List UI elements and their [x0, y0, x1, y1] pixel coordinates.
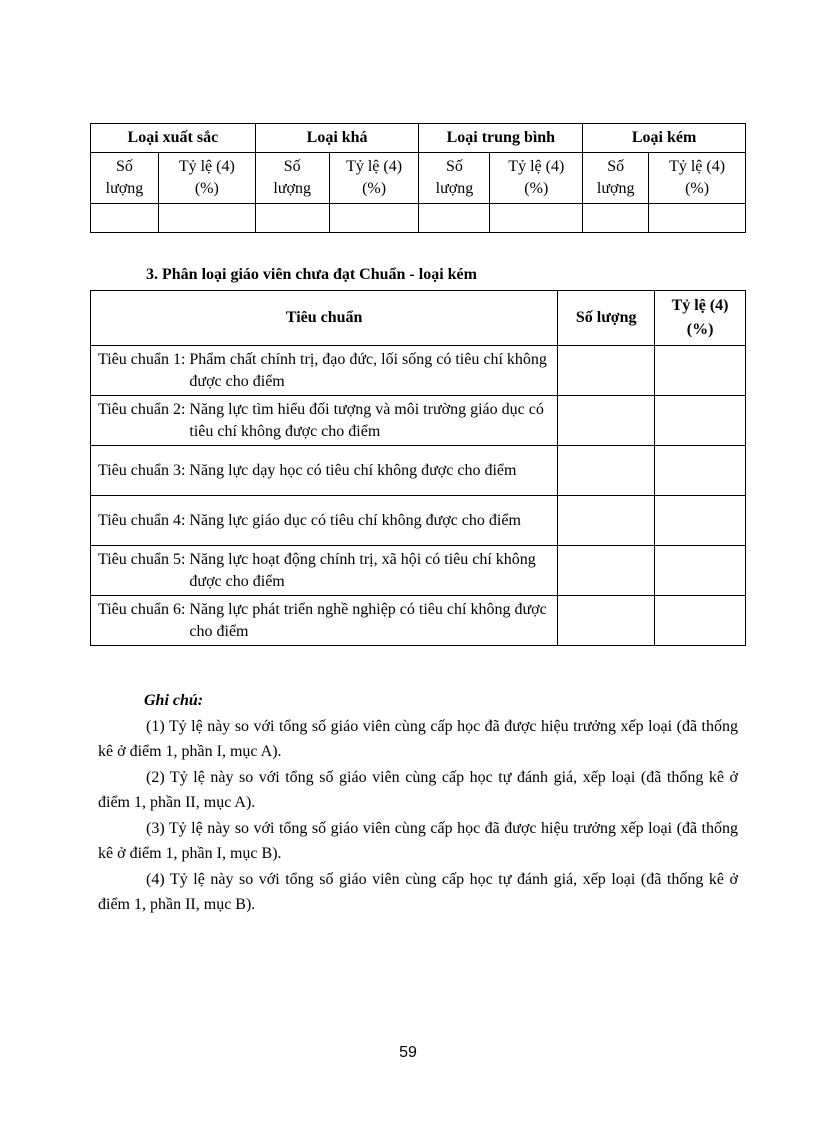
subheader-count: Số lượng [91, 153, 159, 204]
empty-cell [158, 204, 255, 233]
empty-cell [583, 204, 649, 233]
subheader-count: Số lượng [255, 153, 329, 204]
empty-cell [558, 446, 655, 496]
empty-cell [558, 496, 655, 546]
subheader-count: Số lượng [419, 153, 490, 204]
header-criteria: Tiêu chuẩn [91, 291, 558, 346]
empty-cell [655, 596, 746, 646]
empty-cell [329, 204, 419, 233]
empty-cell [655, 546, 746, 596]
note-item: (3) Tỷ lệ này so với tổng số giáo viên cùng cấp học đã được hiệu trưởng xếp loại (đã thống kê ở điểm 1, phần I, mục B). [98, 819, 738, 862]
empty-cell [558, 546, 655, 596]
subheader-rate: Tỷ lệ (4) (%) [649, 153, 746, 204]
subheader-rate: Tỷ lệ (4) (%) [329, 153, 419, 204]
header-rate: Tỷ lệ (4) (%) [655, 291, 746, 346]
note-item: (4) Tỷ lệ này so với tổng số giáo viên cùng cấp học tự đánh giá, xếp loại (đã thống kê ở điểm 1, phần II, mục B). [98, 870, 738, 913]
empty-cell [558, 346, 655, 396]
criteria-row-3: Tiêu chuẩn 3: Năng lực dạy học có tiêu chí không được cho điểm [91, 446, 558, 496]
section-3-title: 3. Phân loại giáo viên chưa đạt Chuẩn - loại kém [146, 266, 477, 283]
notes-title: Ghi chú: [144, 692, 204, 709]
empty-cell [655, 446, 746, 496]
criteria-row-4: Tiêu chuẩn 4: Năng lực giáo dục có tiêu chí không được cho điểm [91, 496, 558, 546]
note-item: (1) Tỷ lệ này so với tổng số giáo viên cùng cấp học đã được hiệu trưởng xếp loại (đã thống kê ở điểm 1, phần I, mục A). [98, 717, 738, 760]
empty-cell [649, 204, 746, 233]
subheader-rate: Tỷ lệ (4) (%) [490, 153, 583, 204]
empty-cell [419, 204, 490, 233]
empty-cell [655, 346, 746, 396]
empty-cell [490, 204, 583, 233]
classification-table [90, 123, 746, 233]
empty-cell [558, 596, 655, 646]
criteria-table [90, 290, 746, 646]
criteria-row-2: Tiêu chuẩn 2: Năng lực tìm hiểu đối tượng và môi trường giáo dục có tiêu chí không được cho điểm [91, 396, 558, 446]
empty-cell [91, 204, 159, 233]
subheader-rate: Tỷ lệ (4) (%) [158, 153, 255, 204]
page-number: 59 [399, 1044, 417, 1061]
criteria-row-6: Tiêu chuẩn 6: Năng lực phát triển nghề nghiệp có tiêu chí không được cho điểm [91, 596, 558, 646]
empty-cell [655, 396, 746, 446]
criteria-row-1: Tiêu chuẩn 1: Phẩm chất chính trị, đạo đức, lối sống có tiêu chí không được cho điểm [91, 346, 558, 396]
notes-section [98, 688, 738, 918]
subheader-count: Số lượng [583, 153, 649, 204]
header-average: Loại trung bình [419, 124, 583, 153]
header-count: Số lượng [558, 291, 655, 346]
note-item: (2) Tỷ lệ này so với tổng số giáo viên cùng cấp học tự đánh giá, xếp loại (đã thống kê ở điểm 1, phần II, mục A). [98, 768, 738, 811]
header-good: Loại khá [255, 124, 419, 153]
header-excellent: Loại xuất sắc [91, 124, 256, 153]
header-poor: Loại kém [583, 124, 746, 153]
criteria-row-5: Tiêu chuẩn 5: Năng lực hoạt động chính trị, xã hội có tiêu chí không được cho điểm [91, 546, 558, 596]
empty-cell [255, 204, 329, 233]
empty-cell [655, 496, 746, 546]
empty-cell [558, 396, 655, 446]
